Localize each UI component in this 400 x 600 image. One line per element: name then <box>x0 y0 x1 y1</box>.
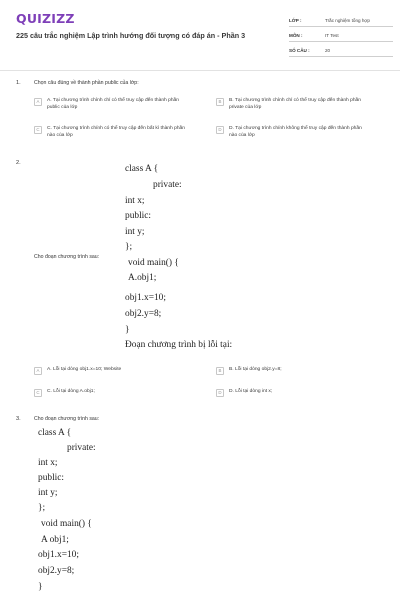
option-letter-box: B <box>216 367 224 375</box>
code-line: private: <box>67 443 96 453</box>
code-line: A obj1; <box>41 535 69 545</box>
question-2-option-c[interactable] <box>34 389 95 397</box>
code-line: A.obj1; <box>128 273 157 283</box>
code-line: }; <box>125 242 133 252</box>
option-text: B. Lỗi tại dòng obj2.y=8; <box>229 367 282 372</box>
code-line: private: <box>153 180 182 190</box>
code-line: } <box>38 582 43 592</box>
question-2-option-a[interactable] <box>34 367 121 375</box>
question-1-option-a[interactable] <box>34 98 187 111</box>
meta-value: Trắc nghiệm tổng hợp <box>325 18 370 23</box>
code-line: obj2.y=8; <box>125 309 162 319</box>
code-line: obj1.x=10; <box>38 550 79 560</box>
option-text: A. Lỗi tại dòng obj1.x=10; Website <box>47 367 122 372</box>
question-3-number: 3. <box>16 416 21 422</box>
code-line: Đoạn chương trình bị lỗi tại: <box>125 340 233 350</box>
question-1-text: Chọn câu đúng về thành phần public của lớp: <box>34 80 139 86</box>
option-letter-box: A <box>34 367 42 375</box>
question-2-option-d[interactable] <box>216 389 272 397</box>
code-line: int x; <box>125 196 145 206</box>
option-text: C. Tại chương trình chính có thể truy cập đến bất kì thành phần nào của lớp <box>47 126 185 138</box>
option-text: A. Tại chương trình chính chỉ có thể truy cập đến thành phần public của lớp <box>47 98 179 110</box>
option-letter-box: C <box>34 389 42 397</box>
code-line: class A { <box>125 164 159 174</box>
option-letter-box: C <box>34 126 42 134</box>
code-line: obj1.x=10; <box>125 293 166 303</box>
question-1-option-c[interactable] <box>34 126 187 139</box>
option-letter-box: D <box>216 126 224 134</box>
code-line: }; <box>38 503 46 513</box>
question-1-option-b[interactable] <box>216 98 369 111</box>
code-line: } <box>125 325 130 335</box>
meta-key: LỚP : <box>289 18 302 23</box>
question-2-option-b[interactable] <box>216 367 282 375</box>
option-text: D. Lỗi tại dòng int x; <box>229 389 273 394</box>
code-line: obj2.y=8; <box>38 566 75 576</box>
meta-key: SỐ CÂU : <box>289 48 310 53</box>
header-divider <box>0 70 400 71</box>
question-1-option-d[interactable] <box>216 126 369 139</box>
option-letter-box: A <box>34 98 42 106</box>
option-text: C. Lỗi tại dòng A.obj1; <box>47 389 95 394</box>
worksheet-header <box>0 0 400 68</box>
meta-key: MÔN : <box>289 33 303 38</box>
code-line: int y; <box>125 227 145 237</box>
meta-value: 20 <box>325 48 331 53</box>
code-line: public: <box>38 473 65 483</box>
meta-row-count <box>289 42 393 57</box>
code-line: int x; <box>38 458 58 468</box>
option-text: D. Tại chương trình chính không thể truy cập đến thành phần nào của lớp <box>229 126 362 138</box>
question-3-text: Cho đoạn chương trình sau: <box>34 416 100 422</box>
question-2-number: 2. <box>16 160 21 166</box>
question-2-text: Cho đoạn chương trình sau: <box>34 254 100 260</box>
code-line: void main() { <box>128 258 179 268</box>
option-text: B. Tại chương trình chính chỉ có thể truy cập đến thành phần private của lớp <box>229 98 361 110</box>
meta-value: IT Test <box>325 33 339 38</box>
code-line: void main() { <box>41 519 92 529</box>
option-letter-box: D <box>216 389 224 397</box>
quizizz-logo[interactable]: QUIZIZZ <box>16 11 75 26</box>
code-line: int y; <box>38 488 58 498</box>
code-line: class A { <box>38 428 72 438</box>
meta-row-subject <box>289 27 393 42</box>
option-letter-box: B <box>216 98 224 106</box>
code-line: public: <box>125 211 152 221</box>
meta-row-class <box>289 12 393 27</box>
worksheet-title: 225 câu trắc nghiệm Lập trình hướng đối tượng có đáp án - Phần 3 <box>16 31 246 40</box>
worksheet-meta <box>289 12 393 57</box>
question-1-number: 1. <box>16 80 21 86</box>
